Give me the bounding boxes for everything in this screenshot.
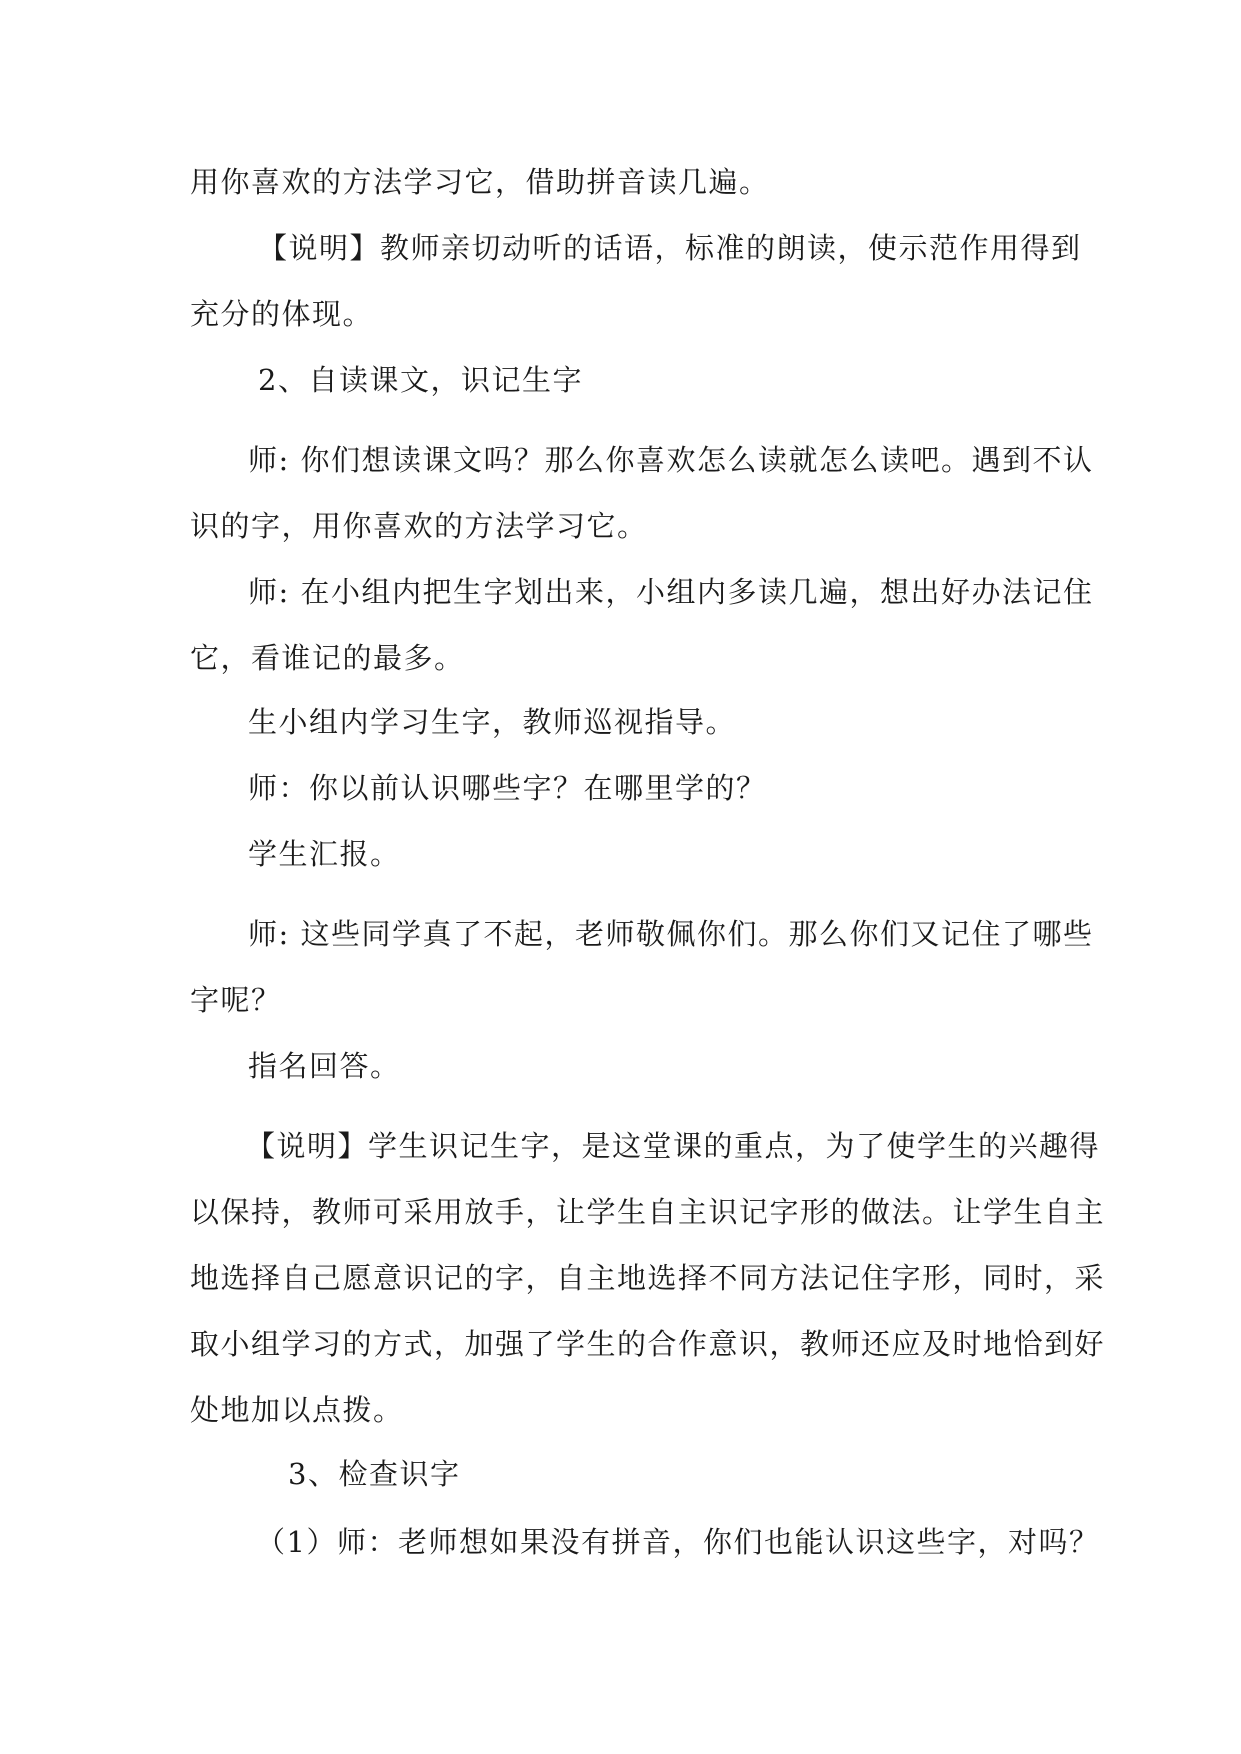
section-heading: 2、自读课文，识记生字 — [258, 363, 583, 397]
text-line: 【说明】学生识记生字，是这堂课的重点，为了使学生的兴趣得 — [246, 1129, 1101, 1163]
text-line: 学生汇报。 — [248, 837, 401, 871]
text-line: 取小组学习的方式，加强了学生的合作意识，教师还应及时地恰到好 — [190, 1327, 1106, 1361]
text-line: 地选择自己愿意识记的字，自主地选择不同方法记住字形，同时，采 — [190, 1261, 1106, 1295]
text-line: 师: 你们想读课文吗？那么你喜欢怎么读就怎么读吧。遇到不认 — [248, 443, 1094, 477]
text-line: 识的字，用你喜欢的方法学习它。 — [190, 509, 648, 543]
text-line: 【说明】教师亲切动听的话语，标准的朗读，使示范作用得到 — [258, 231, 1082, 265]
text-line: 生小组内学习生字，教师巡视指导。 — [248, 705, 737, 739]
text-line: 充分的体现。 — [190, 297, 374, 331]
text-line: 师: 这些同学真了不起，老师敬佩你们。那么你们又记住了哪些 — [248, 917, 1094, 951]
text-line: 处地加以点拨。 — [190, 1393, 404, 1427]
text-line: 字呢？ — [190, 983, 282, 1017]
text-line: 它，看谁记的最多。 — [190, 641, 465, 675]
text-line: 师：你以前认识哪些字？在哪里学的？ — [248, 771, 767, 805]
text-line: （1）师：老师想如果没有拼音，你们也能认识这些字，对吗？ — [256, 1525, 1100, 1559]
text-line: 师: 在小组内把生字划出来，小组内多读几遍，想出好办法记住 — [248, 575, 1094, 609]
text-line: 用你喜欢的方法学习它，借助拼音读几遍。 — [190, 165, 770, 199]
section-heading: 3、检查识字 — [288, 1457, 461, 1491]
text-line: 指名回答。 — [248, 1049, 401, 1083]
text-line: 以保持，教师可采用放手，让学生自主识记字形的做法。让学生自主 — [190, 1195, 1106, 1229]
